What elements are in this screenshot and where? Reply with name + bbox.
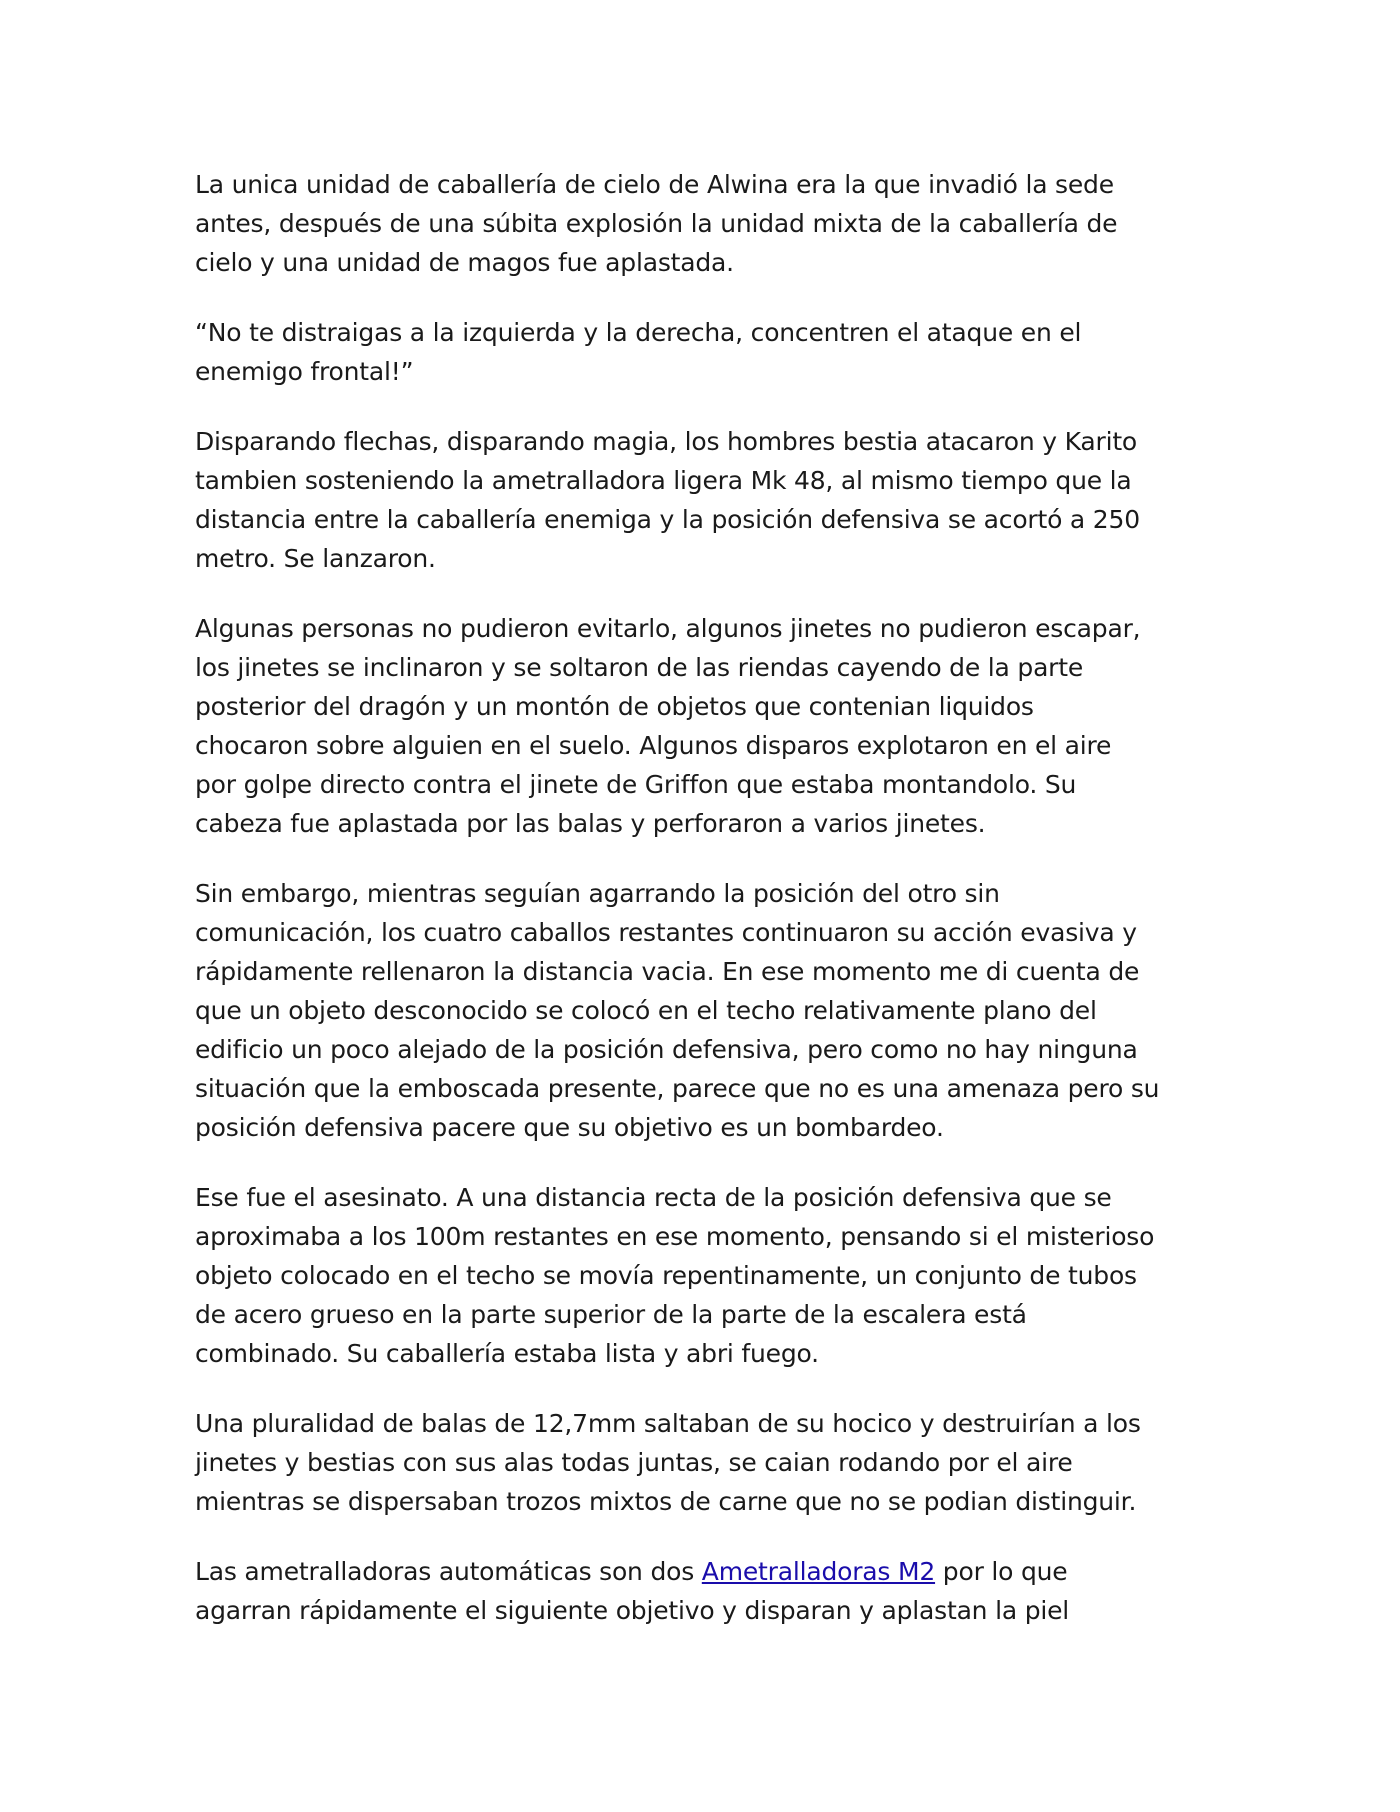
text-line: antes, después de una súbita explosión la unidad mixta de la caballería de (195, 209, 1118, 238)
text-line: Algunas personas no pudieron evitarlo, algunos jinetes no pudieron escapar, (195, 614, 1141, 643)
text-line: La unica unidad de caballería de cielo de Alwina era la que invadió la sede (195, 170, 1114, 199)
text-line: que un objeto desconocido se colocó en el techo relativamente plano del (195, 996, 1097, 1025)
text-segment: por lo que (935, 1557, 1068, 1586)
text-line: “No te distraigas a la izquierda y la derecha, concentren el ataque en el (195, 318, 1082, 347)
text-line: edificio un poco alejado de la posición defensiva, pero como no hay ninguna (195, 1035, 1138, 1064)
ametralladoras-m2-link[interactable]: Ametralladoras M2 (701, 1557, 936, 1586)
text-line: metro. Se lanzaron. (195, 544, 436, 573)
text-line: Disparando flechas, disparando magia, los hombres bestia atacaron y Karito (195, 427, 1138, 456)
text-line: cabeza fue aplastada por las balas y perforaron a varios jinetes. (195, 809, 986, 838)
paragraph-8 (195, 1552, 1225, 1630)
paragraph-3 (195, 422, 1225, 578)
text-line: jinetes y bestias con sus alas todas juntas, se caian rodando por el aire (195, 1448, 1073, 1477)
text-line: de acero grueso en la parte superior de la parte de la escalera está (195, 1300, 1027, 1329)
paragraph-4 (195, 609, 1225, 843)
text-line: Sin embargo, mientras seguían agarrando la posición del otro sin (195, 879, 1000, 908)
text-line: aproximaba a los 100m restantes en ese momento, pensando si el misterioso (195, 1222, 1155, 1251)
paragraph-7 (195, 1404, 1225, 1521)
text-line: objeto colocado en el techo se movía repentinamente, un conjunto de tubos (195, 1261, 1137, 1290)
paragraph-2 (195, 313, 1225, 391)
text-line: comunicación, los cuatro caballos restantes continuaron su acción evasiva y (195, 918, 1137, 947)
text-line: agarran rápidamente el siguiente objetivo y disparan y aplastan la piel (195, 1596, 1070, 1625)
text-line: combinado. Su caballería estaba lista y abri fuego. (195, 1339, 819, 1368)
text-segment: Las ametralladoras automáticas son dos (195, 1557, 702, 1586)
text-line: Ese fue el asesinato. A una distancia recta de la posición defensiva que se (195, 1183, 1112, 1212)
paragraph-1 (195, 165, 1225, 282)
text-line: rápidamente rellenaron la distancia vacia. En ese momento me di cuenta de (195, 957, 1140, 986)
text-line (195, 1552, 1225, 1591)
text-line: enemigo frontal!” (195, 357, 414, 386)
text-line: situación que la emboscada presente, parece que no es una amenaza pero su (195, 1074, 1160, 1103)
text-line: posición defensiva pacere que su objetivo es un bombardeo. (195, 1113, 944, 1142)
text-line: Una pluralidad de balas de 12,7mm saltaban de su hocico y destruirían a los (195, 1409, 1141, 1438)
paragraph-5 (195, 874, 1225, 1147)
text-line: posterior del dragón y un montón de objetos que contenian liquidos (195, 692, 1034, 721)
text-line: distancia entre la caballería enemiga y la posición defensiva se acortó a 250 (195, 505, 1140, 534)
text-line: chocaron sobre alguien en el suelo. Algunos disparos explotaron en el aire (195, 731, 1112, 760)
paragraph-6 (195, 1178, 1225, 1373)
text-line: por golpe directo contra el jinete de Griffon que estaba montandolo. Su (195, 770, 1077, 799)
text-line: cielo y una unidad de magos fue aplastada. (195, 248, 734, 277)
text-line: tambien sosteniendo la ametralladora ligera Mk 48, al mismo tiempo que la (195, 466, 1132, 495)
text-line: mientras se dispersaban trozos mixtos de carne que no se podian distinguir. (195, 1487, 1137, 1516)
text-line: los jinetes se inclinaron y se soltaron de las riendas cayendo de la parte (195, 653, 1084, 682)
document-body (195, 165, 1225, 1661)
